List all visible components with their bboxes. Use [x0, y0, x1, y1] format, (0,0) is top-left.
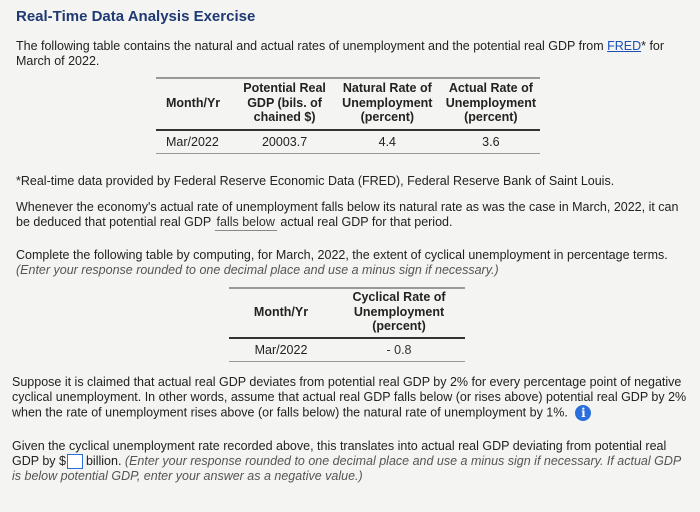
currency-symbol: $ — [59, 454, 66, 468]
rates-table — [156, 77, 540, 154]
gdp-deviation-input[interactable] — [67, 454, 83, 469]
table-row — [156, 130, 540, 154]
given-hint: (Enter your response rounded to one decimal place and use a minus sign if necessary. If actual GDP is below potential GDP, enter your answer as a negative value.) — [12, 454, 681, 484]
col-header-natural-rate: Natural Rate of Unemployment (percent) — [333, 78, 442, 130]
info-icon[interactable]: i — [575, 405, 591, 421]
whenever-text: Whenever the economy's actual rate of unemployment falls below its natural rate as was the case in March, 2022, it can be deduced that potential real GDP — [16, 200, 679, 229]
comparison-dropdown[interactable]: falls below — [216, 215, 275, 229]
footnote: *Real-time data provided by Federal Reserve Economic Data (FRED), Federal Reserve Bank of Saint Louis. — [16, 174, 615, 188]
cell-natural-rate: 4.4 — [333, 130, 442, 154]
suppose-paragraph — [12, 375, 692, 421]
col-header-potential-gdp: Potential Real GDP (bils. of chained $) — [236, 78, 333, 130]
intro-text: The following table contains the natural and actual rates of unemployment and the potential real GDP from — [16, 39, 608, 53]
given-text: Given the cyclical unemployment rate recorded above, this translates into actual real GDP deviating from potential real GDP by — [12, 439, 667, 468]
cell-month: Mar/2022 — [156, 130, 236, 154]
complete-instructions — [16, 248, 686, 278]
cell-potential-gdp: 20003.7 — [236, 130, 333, 154]
col-header-month-2: Month/Yr — [229, 288, 333, 338]
whenever-paragraph — [16, 200, 686, 231]
table-row — [229, 338, 465, 362]
col-header-actual-rate: Actual Rate of Unemployment (percent) — [442, 78, 540, 130]
cell-actual-rate: 3.6 — [442, 130, 540, 154]
whenever-text-end: actual real GDP for that period. — [276, 215, 453, 229]
page-title: Real-Time Data Analysis Exercise — [16, 8, 256, 25]
cyclical-table — [229, 287, 465, 362]
fred-link[interactable]: FRED — [607, 39, 642, 53]
cell-month-2: Mar/2022 — [229, 338, 333, 362]
complete-text: Complete the following table by computing, for March, 2022, the extent of cyclical unemployment in percentage terms. — [16, 248, 668, 262]
given-paragraph — [12, 439, 692, 484]
intro-paragraph — [16, 39, 686, 69]
unit-label: billion. — [85, 454, 122, 468]
col-header-month: Month/Yr — [156, 78, 236, 130]
intro-text-end: * for March of 2022. — [16, 39, 665, 68]
cyclical-rate-answer[interactable]: - 0.8 — [333, 338, 465, 362]
suppose-text: Suppose it is claimed that actual real GDP deviates from potential real GDP by 2% for every percentage point of negative cyclical unemployment. In other words, assume that actual real GDP falls below (or rises above) potential real GDP by 2% when the rate of unemployment rises above (or falls below) the natural rate of unemployment by 1%. — [12, 375, 687, 420]
col-header-cyclical-rate: Cyclical Rate of Unemployment (percent) — [333, 288, 465, 338]
complete-hint: (Enter your response rounded to one decimal place and use a minus sign if necessary.) — [16, 263, 499, 277]
